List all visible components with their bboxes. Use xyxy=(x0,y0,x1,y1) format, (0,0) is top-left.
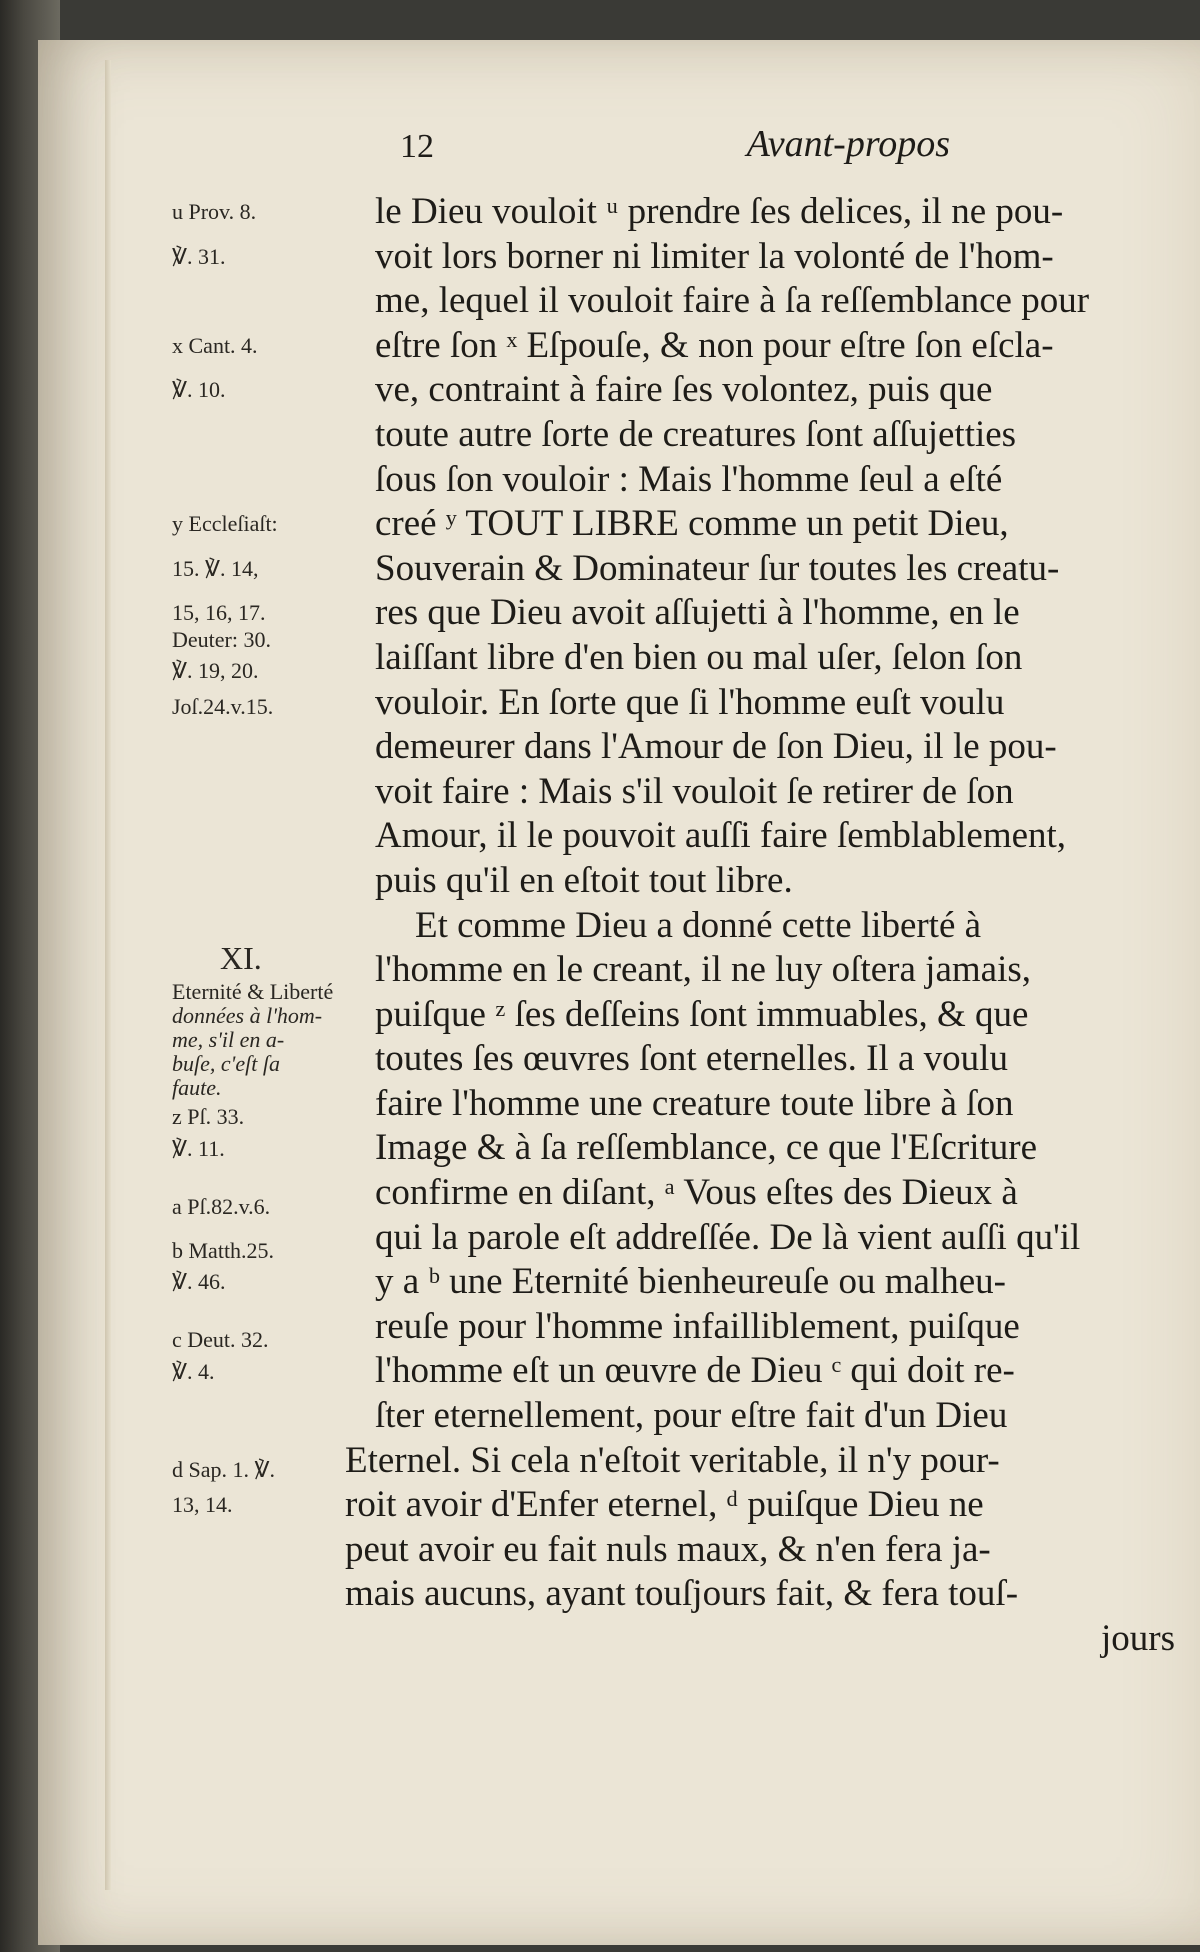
text-line: me, lequel il vouloit faire à ſa reſſemblance pour xyxy=(375,280,1090,322)
marginal-note: ℣. 46. xyxy=(172,1269,226,1295)
gloss-line: buſe, c'eſt ſa xyxy=(172,1051,280,1076)
text-line: ſter eternellement, pour eſtre fait d'un Dieu xyxy=(375,1395,1008,1437)
marginal-note: ℣. 31. xyxy=(172,243,226,269)
marginal-note: a Pſ.82.v.6. xyxy=(172,1193,271,1219)
text-line: laiſſant libre d'en bien ou mal uſer, ſelon ſon xyxy=(375,636,1023,678)
text-line: Eternel. Si cela n'eſtoit veritable, il n'y pour- xyxy=(345,1439,1000,1481)
marginal-note: 15, 16, 17. xyxy=(172,600,266,626)
marginal-note: ℣. 4. xyxy=(172,1358,215,1384)
text-line: l'homme en le creant, il ne luy oſtera jamais, xyxy=(375,949,1031,991)
marginal-note: u Prov. 8. xyxy=(172,199,257,224)
text-line: creé ʸ TOUT LIBRE comme un petit Dieu, xyxy=(375,503,1009,545)
section-gloss xyxy=(172,980,372,1100)
text-line: res que Dieu avoit aſſujetti à l'homme, en le xyxy=(375,592,1020,634)
text-line: voit faire : Mais s'il vouloit ſe retirer de ſon xyxy=(375,770,1014,812)
text-line: vouloir. En ſorte que ſi l'homme euſt voulu xyxy=(375,681,1005,723)
text-line: puiſque ᶻ ſes deſſeins ſont immuables, & que xyxy=(375,993,1029,1035)
text-line: demeurer dans l'Amour de ſon Dieu, il le pou- xyxy=(375,726,1057,768)
marginal-note: 13, 14. xyxy=(172,1492,233,1518)
text-line: reuſe pour l'homme infailliblement, puiſque xyxy=(375,1305,1020,1347)
section-number: XI. xyxy=(220,940,262,976)
page-number: 12 xyxy=(400,128,434,165)
marginal-note: ℣. 10. xyxy=(172,377,226,403)
text-line: ſous ſon vouloir : Mais l'homme ſeul a eſté xyxy=(375,458,1003,500)
text-line: qui la parole eſt addreſſée. De là vient auſſi qu'il xyxy=(375,1216,1081,1258)
text-line: peut avoir eu fait nuls maux, & n'en fera ja- xyxy=(345,1528,991,1570)
marginal-note: b Matth.25. xyxy=(172,1238,275,1264)
text-line: le Dieu vouloit ᵘ prendre ſes delices, il ne pou- xyxy=(375,191,1064,232)
main-text xyxy=(345,190,1195,1662)
text-line: toute autre ſorte de creatures ſont aſſujetties xyxy=(375,413,1017,455)
text-line: faire l'homme une creature toute libre à ſon xyxy=(375,1082,1014,1124)
gloss-line: faute. xyxy=(172,1075,222,1100)
marginal-note: z Pſ. 33. xyxy=(172,1104,245,1130)
text-line: mais aucuns, ayant touſjours fait, & fera touſ- xyxy=(345,1573,1019,1615)
marginal-note: y Eccleſiaſt: xyxy=(172,511,278,537)
marginal-note: c Deut. 32. xyxy=(172,1327,269,1353)
running-head xyxy=(400,120,950,180)
text-line: Image & à ſa reſſemblance, ce que l'Eſcriture xyxy=(375,1127,1038,1169)
text-line: l'homme eſt un œuvre de Dieu ᶜ qui doit re- xyxy=(375,1350,1015,1392)
gloss-line: données à l'hom- xyxy=(172,1003,323,1028)
text-line: Et comme Dieu a donné cette liberté à xyxy=(415,904,982,946)
marginal-note: ℣. 11. xyxy=(172,1135,225,1161)
running-title: Avant-propos xyxy=(746,123,950,165)
page-edge xyxy=(105,60,111,1890)
text-line: confirme en diſant, ᵃ Vous eſtes des Dieux à xyxy=(375,1172,1018,1214)
marginal-note: ℣. 19, 20. xyxy=(172,658,259,684)
text-line: toutes ſes œuvres ſont eternelles. Il a voulu xyxy=(375,1038,1008,1080)
catchword: jours xyxy=(1101,1618,1175,1659)
marginal-note: d Sap. 1. ℣. xyxy=(172,1456,276,1482)
marginal-note: 15. ℣. 14, xyxy=(172,555,259,581)
marginal-note: Joſ.24.v.15. xyxy=(172,694,274,720)
text-line: Amour, il le pouvoit auſſi faire ſemblablement, xyxy=(375,815,1067,857)
marginal-note: Deuter: 30. xyxy=(172,627,271,653)
text-line: Souverain & Dominateur ſur toutes les creatu- xyxy=(375,547,1060,589)
marginal-note: x Cant. 4. xyxy=(172,332,258,358)
gloss-line: me, s'il en a- xyxy=(172,1027,285,1052)
text-line: voit lors borner ni limiter la volonté de l'hom- xyxy=(375,235,1054,277)
text-line: eſtre ſon ˣ Eſpouſe, & non pour eſtre ſon eſcla- xyxy=(375,324,1054,366)
text-line: puis qu'il en eſtoit tout libre. xyxy=(375,859,793,901)
text-line: roit avoir d'Enfer eternel, ᵈ puiſque Dieu ne xyxy=(345,1484,984,1526)
text-line: y a ᵇ une Eternité bienheureuſe ou malheu- xyxy=(375,1261,1006,1303)
gloss-line: Eternité & Liberté xyxy=(172,979,334,1004)
text-line: ve, contraint à faire ſes volontez, puis que xyxy=(375,369,993,411)
